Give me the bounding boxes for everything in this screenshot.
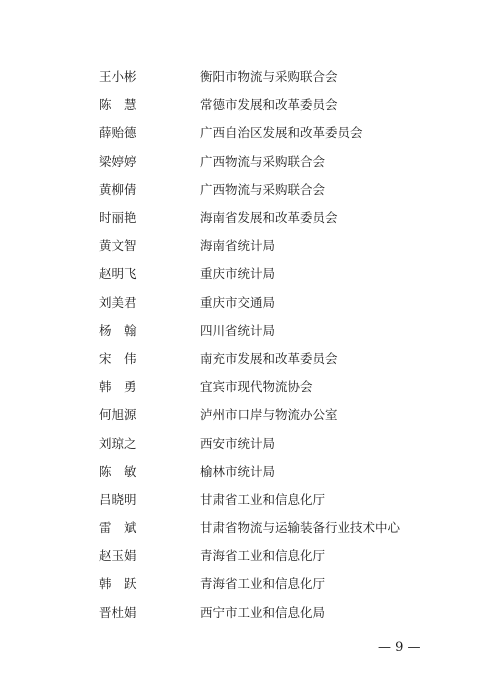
list-item xyxy=(99,372,429,400)
organization-name: 衡阳市物流与采购联合会 xyxy=(200,69,338,85)
person-name: 吕晓明 xyxy=(99,491,137,507)
organization-name: 海南省统计局 xyxy=(200,238,276,254)
organization-name: 泸州市口岸与物流办公室 xyxy=(200,407,338,423)
list-item xyxy=(99,569,429,597)
person-name: 陈 慧 xyxy=(99,97,137,113)
organization-name: 重庆市交通局 xyxy=(200,294,276,310)
organization-name: 常德市发展和改革委员会 xyxy=(200,97,338,113)
list-item xyxy=(99,513,429,541)
organization-name: 宜宾市现代物流协会 xyxy=(200,379,313,395)
list-item xyxy=(99,288,429,316)
list-item xyxy=(99,203,429,231)
person-name: 刘美君 xyxy=(99,294,137,310)
organization-name: 广西自治区发展和改革委员会 xyxy=(200,125,363,141)
person-name: 韩 勇 xyxy=(99,379,137,395)
person-name: 赵玉娟 xyxy=(99,548,137,564)
list-item xyxy=(99,485,429,513)
organization-name: 海南省发展和改革委员会 xyxy=(200,210,338,226)
list-item xyxy=(99,259,429,287)
organization-name: 广西物流与采购联合会 xyxy=(200,181,326,197)
person-name: 宋 伟 xyxy=(99,350,137,366)
person-name: 韩 跃 xyxy=(99,576,137,592)
list-item xyxy=(99,175,429,203)
list-item xyxy=(99,231,429,259)
list-item xyxy=(99,62,429,90)
person-name: 梁婷婷 xyxy=(99,153,137,169)
attendee-list xyxy=(99,62,429,626)
person-name: 刘琼之 xyxy=(99,435,137,451)
list-item xyxy=(99,344,429,372)
person-name: 陈 敏 xyxy=(99,463,137,479)
person-name: 赵明飞 xyxy=(99,266,137,282)
organization-name: 甘肃省工业和信息化厅 xyxy=(200,491,326,507)
person-name: 王小彬 xyxy=(99,69,137,85)
person-name: 杨 翰 xyxy=(99,322,137,338)
list-item xyxy=(99,90,429,118)
organization-name: 青海省工业和信息化厅 xyxy=(200,548,326,564)
person-name: 黄文智 xyxy=(99,238,137,254)
organization-name: 四川省统计局 xyxy=(200,322,276,338)
organization-name: 西宁市工业和信息化局 xyxy=(200,604,326,620)
person-name: 晋杜娟 xyxy=(99,604,137,620)
list-item xyxy=(99,316,429,344)
list-item xyxy=(99,147,429,175)
organization-name: 甘肃省物流与运输装备行业技术中心 xyxy=(200,520,401,536)
person-name: 何旭源 xyxy=(99,407,137,423)
list-item xyxy=(99,541,429,569)
person-name: 黄柳倩 xyxy=(99,181,137,197)
organization-name: 广西物流与采购联合会 xyxy=(200,153,326,169)
list-item xyxy=(99,428,429,456)
person-name: 雷 斌 xyxy=(99,520,137,536)
organization-name: 青海省工业和信息化厅 xyxy=(200,576,326,592)
list-item xyxy=(99,400,429,428)
list-item xyxy=(99,457,429,485)
organization-name: 重庆市统计局 xyxy=(200,266,276,282)
page-number: — 9 — xyxy=(378,640,421,655)
organization-name: 榆林市统计局 xyxy=(200,463,276,479)
person-name: 时丽艳 xyxy=(99,210,137,226)
organization-name: 西安市统计局 xyxy=(200,435,276,451)
list-item xyxy=(99,118,429,146)
organization-name: 南充市发展和改革委员会 xyxy=(200,350,338,366)
person-name: 薛贻德 xyxy=(99,125,137,141)
list-item xyxy=(99,598,429,626)
